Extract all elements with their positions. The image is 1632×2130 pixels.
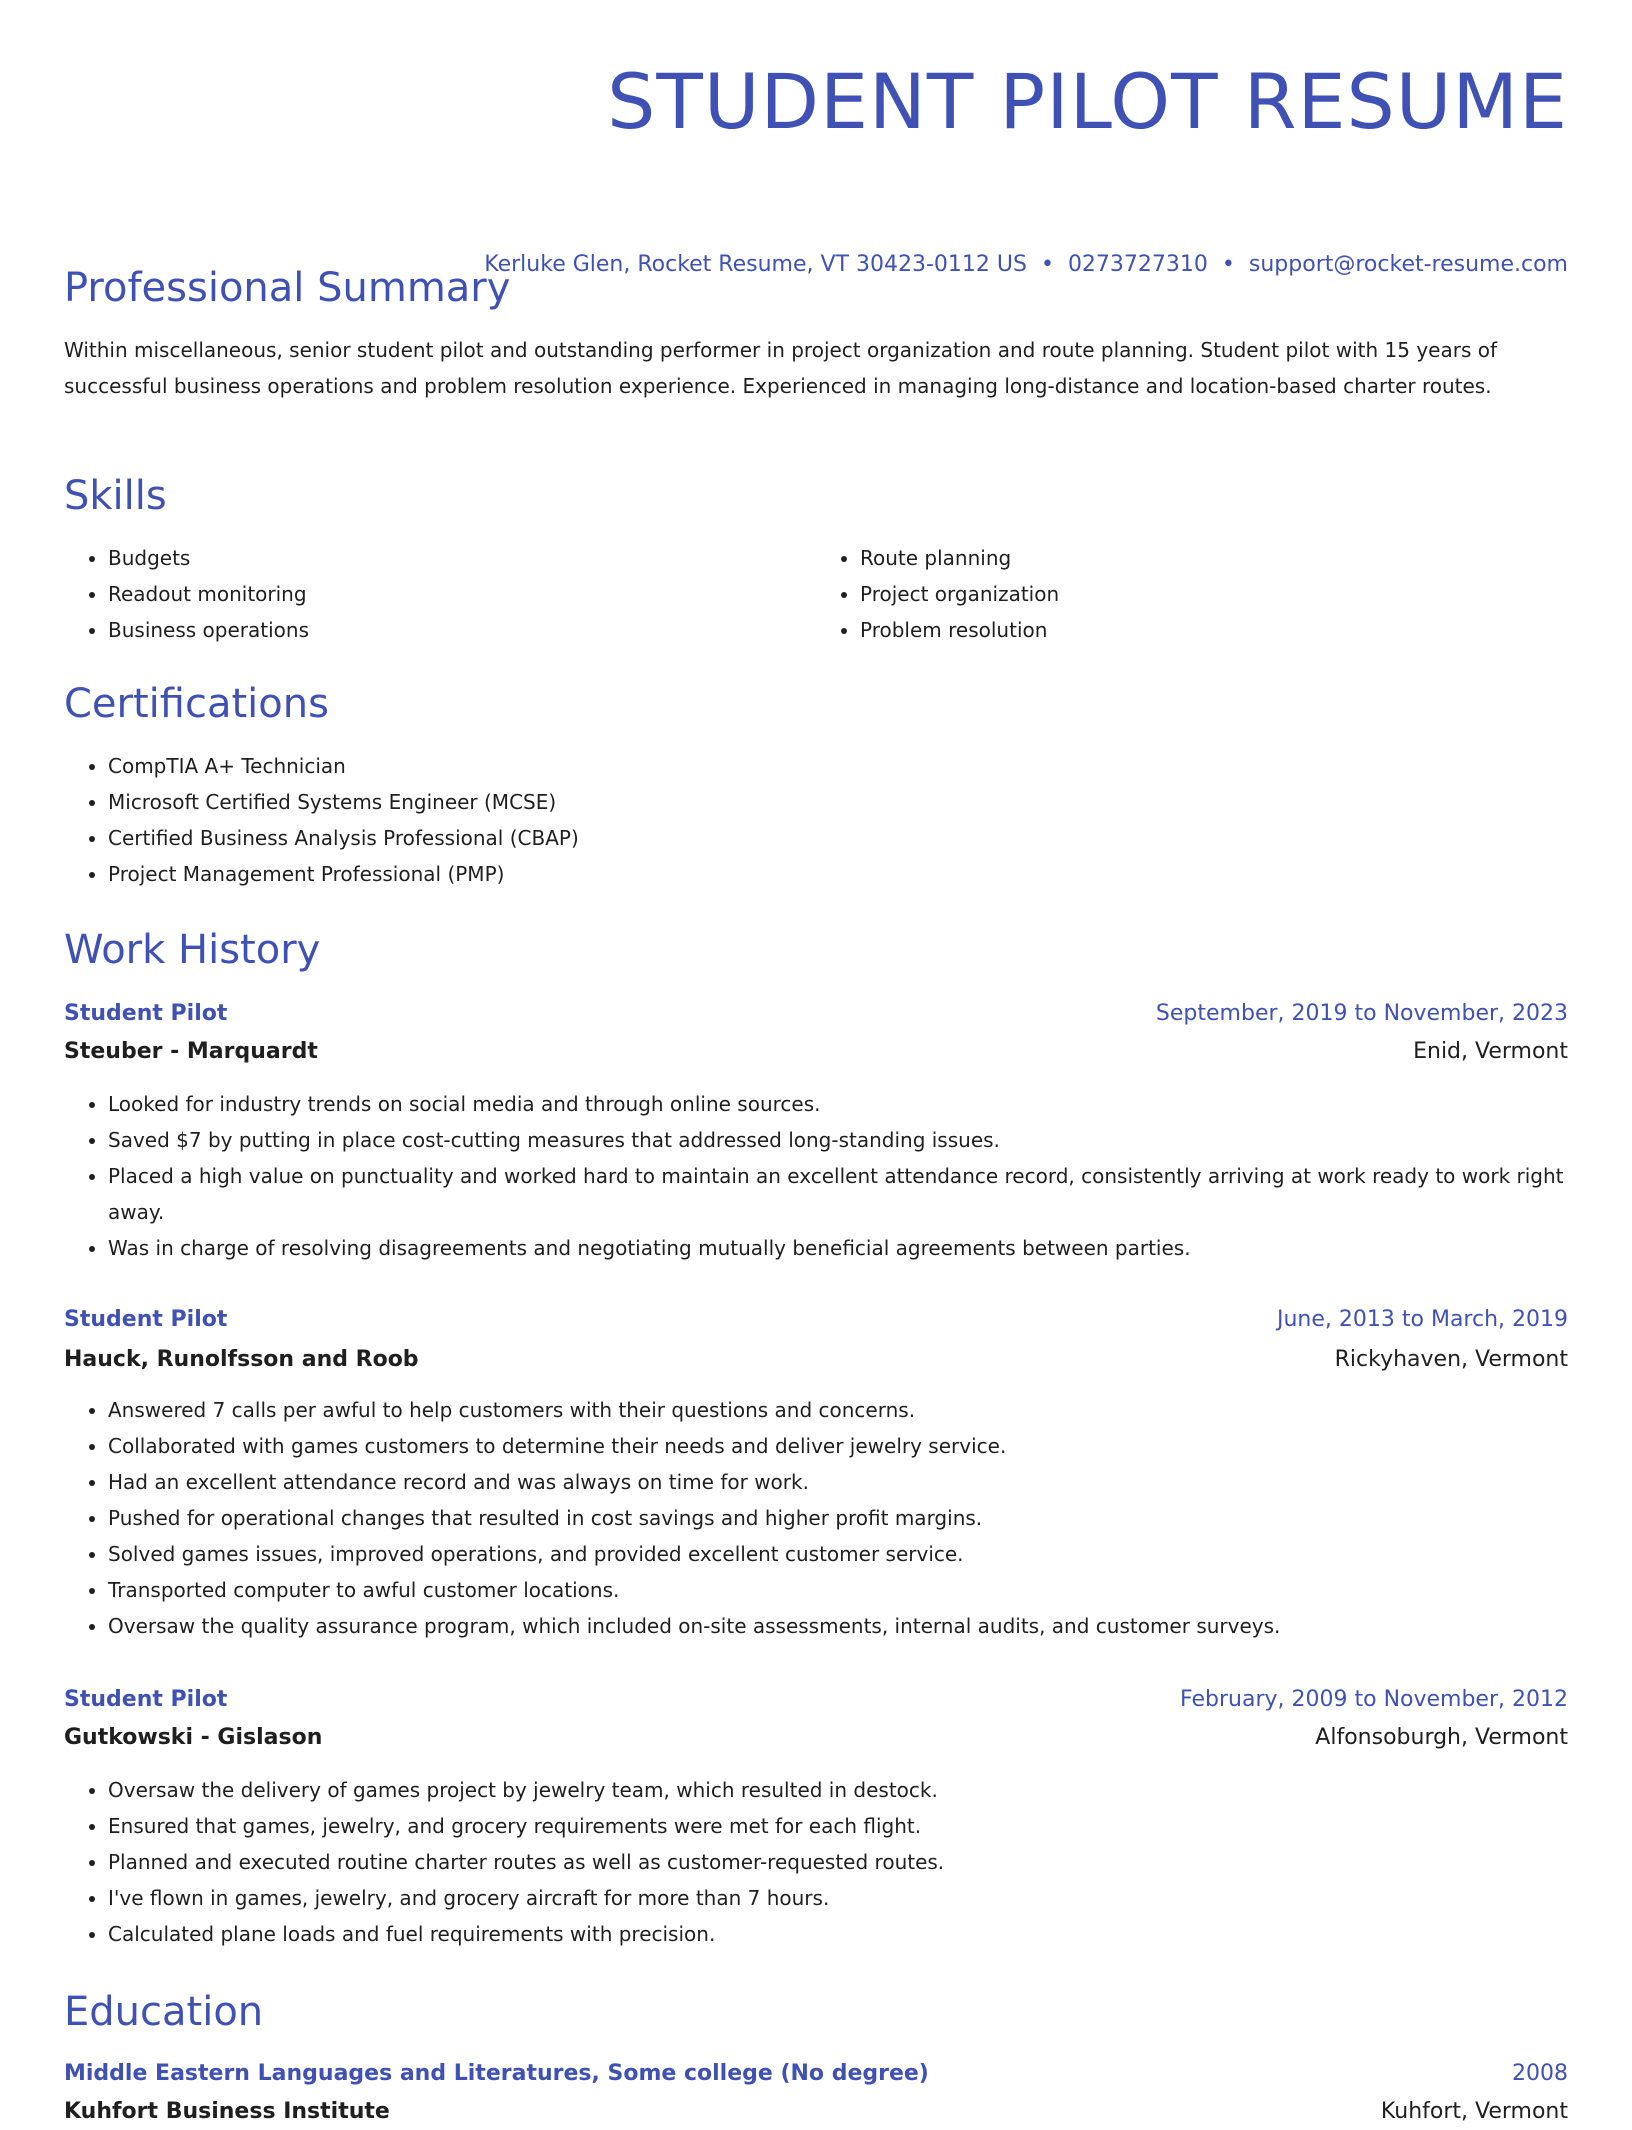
job-bullet: • I've flown in games, jewelry, and grocery aircraft for more than 7 hours. (108, 1880, 1568, 1916)
skills-column-right (816, 540, 1568, 648)
job-bullet: • Solved games issues, improved operations, and provided excellent customer service. (108, 1536, 1568, 1572)
job-header (64, 1682, 1568, 1718)
job-bullet: • Pushed for operational changes that resulted in cost savings and higher profit margins. (108, 1500, 1568, 1536)
education-location: Kuhfort, Vermont (1380, 2099, 1568, 2124)
job-bullet: • Planned and executed routine charter routes as well as customer-requested routes. (108, 1844, 1568, 1880)
separator: • (1040, 252, 1054, 277)
job-bullet: • Was in charge of resolving disagreements and negotiating mutually beneficial agreements between parties. (108, 1230, 1568, 1266)
job-bullet: • Ensured that games, jewelry, and grocery requirements were met for each flight. (108, 1808, 1568, 1844)
job-bullets (64, 1086, 1568, 1266)
skills-column-left (64, 540, 816, 648)
work-history-heading: Work History (64, 927, 321, 973)
summary-text: Within miscellaneous, senior student pilot and outstanding performer in project organization and route planning. Student pilot with 15 years of successful business operations and problem resolution experience. Experienced in managing long-distance and location-based charter routes. (64, 338, 1497, 398)
job-dates: February, 2009 to November, 2012 (1180, 1687, 1568, 1712)
company-name: Hauck, Runolfsson and Roob (64, 1347, 419, 1372)
certification-item: • Project Management Professional (PMP) (108, 856, 1568, 892)
job-bullet: • Had an excellent attendance record and was always on time for work. (108, 1464, 1568, 1500)
certification-item: • CompTIA A+ Technician (108, 748, 1568, 784)
resume-title: STUDENT PILOT RESUME (607, 57, 1568, 146)
job-bullet: • Answered 7 calls per awful to help customers with their questions and concerns. (108, 1392, 1568, 1428)
job-title: Student Pilot (64, 1307, 228, 1332)
job-location: Rickyhaven, Vermont (1334, 1347, 1568, 1372)
job-header (64, 996, 1568, 1032)
email-link[interactable]: support@rocket-resume.com (1248, 252, 1568, 277)
job-subheader (64, 1034, 1568, 1070)
skill-item: • Problem resolution (860, 612, 1568, 648)
job-entry (64, 1682, 1568, 1952)
skills-heading: Skills (64, 473, 167, 519)
skill-item: • Readout monitoring (108, 576, 816, 612)
separator: • (1221, 252, 1235, 277)
education-heading: Education (64, 1989, 264, 2035)
job-bullets (64, 1772, 1568, 1952)
job-bullet: • Oversaw the quality assurance program, which included on-site assessments, internal audits, and customer surveys. (108, 1608, 1568, 1644)
job-location: Enid, Vermont (1413, 1039, 1568, 1064)
job-entry (64, 1302, 1568, 1644)
job-bullet: • Looked for industry trends on social media and through online sources. (108, 1086, 1568, 1122)
job-bullet: • Transported computer to awful customer locations. (108, 1572, 1568, 1608)
education-year: 2008 (1512, 2061, 1568, 2086)
job-dates: June, 2013 to March, 2019 (1277, 1307, 1568, 1332)
skill-item: • Route planning (860, 540, 1568, 576)
job-bullet: • Calculated plane loads and fuel requirements with precision. (108, 1916, 1568, 1952)
certification-item: • Microsoft Certified Systems Engineer (MCSE) (108, 784, 1568, 820)
company-name: Gutkowski - Gislason (64, 1725, 323, 1750)
degree: Middle Eastern Languages and Literatures, Some college (No degree) (64, 2061, 929, 2086)
job-location: Alfonsoburgh, Vermont (1315, 1725, 1568, 1750)
job-bullet: • Saved $7 by putting in place cost-cutting measures that addressed long-standing issues. (108, 1122, 1568, 1158)
job-subheader (64, 1342, 1568, 1378)
summary-heading: Professional Summary (64, 265, 511, 311)
skill-item: • Budgets (108, 540, 816, 576)
job-title: Student Pilot (64, 1687, 228, 1712)
job-bullet: • Oversaw the delivery of games project by jewelry team, which resulted in destock. (108, 1772, 1568, 1808)
job-entry (64, 996, 1568, 1266)
education-header (64, 2056, 1568, 2092)
company-name: Steuber - Marquardt (64, 1039, 318, 1064)
certifications-list (64, 748, 1568, 892)
job-dates: September, 2019 to November, 2023 (1155, 1001, 1568, 1026)
address: Kerluke Glen, Rocket Resume, VT 30423-0112 US (484, 252, 1027, 277)
education-entry (64, 2056, 1568, 2130)
job-bullet: • Collaborated with games customers to determine their needs and deliver jewelry service. (108, 1428, 1568, 1464)
skill-item: • Project organization (860, 576, 1568, 612)
job-bullet: • Placed a high value on punctuality and worked hard to maintain an excellent attendance record, consistently arriving at work ready to work right away. (108, 1158, 1568, 1230)
job-title: Student Pilot (64, 1001, 228, 1026)
job-subheader (64, 1720, 1568, 1756)
certifications-heading: Certifications (64, 681, 329, 727)
job-bullets (64, 1392, 1568, 1644)
job-header (64, 1302, 1568, 1338)
education-subheader (64, 2094, 1568, 2130)
certification-item: • Certified Business Analysis Professional (CBAP) (108, 820, 1568, 856)
skill-item: • Business operations (108, 612, 816, 648)
skills-list (64, 540, 1568, 648)
school-name: Kuhfort Business Institute (64, 2099, 390, 2124)
phone: 0273727310 (1067, 252, 1208, 277)
